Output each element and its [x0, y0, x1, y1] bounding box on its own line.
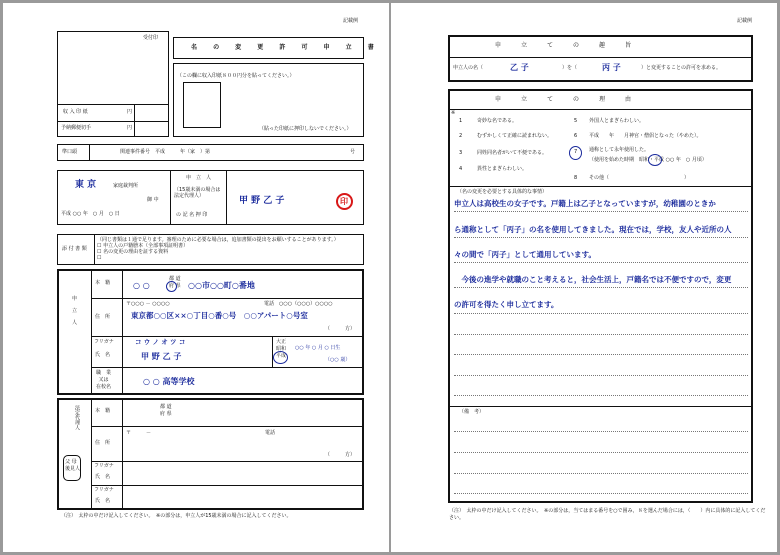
filing-date: 平成 ○○ 年 ○ 月 ○ 日: [61, 211, 120, 217]
seal-note: （貼った印紙に押印しないでください。）: [259, 126, 352, 132]
honseki-value: ○○市○○町○番地: [188, 280, 255, 290]
guardian-side-label: 法定代理人: [74, 405, 80, 430]
guardian-frame: [57, 398, 364, 510]
school-name: ○ ○ 高等学校: [143, 376, 195, 386]
address-value: 東京都○○区××○丁目○番○号 ○○アパート○号室: [131, 311, 308, 320]
reason-line: 々の間で「丙子」として通用しています。: [454, 250, 596, 259]
reason-item: むずかしくて正確に読まれない。: [477, 133, 553, 139]
era-circle: [273, 351, 288, 364]
old-name: 乙 子: [510, 62, 529, 72]
example-label: 記載例: [737, 18, 753, 24]
reason-item: 外国人とまぎらわしい。: [589, 118, 645, 124]
reasons-title: 申 立 て の 理 由: [495, 96, 639, 103]
remarks-label: （備 考）: [459, 409, 485, 415]
fee-note: （この欄に収入印紙８００円分を貼ってください。）: [177, 73, 295, 79]
name-kana: コ ウ ノ オ ツ コ: [135, 338, 186, 346]
applicant-signature: 甲 野 乙 子: [239, 196, 285, 206]
applicant-name: 甲 野 乙 子: [141, 351, 182, 361]
era-circle: [648, 154, 662, 166]
reason-line: の許可を得たく申し立てます。: [454, 300, 559, 309]
receipt-stamp-label: 受付印: [143, 35, 159, 41]
reason-item: 平成 年 月神官・僧侶となった（やめた）。: [589, 133, 702, 139]
applicant-side-label: 申 立 人: [72, 296, 78, 326]
stamp-slot: [183, 82, 221, 128]
birth-date: ○○ 年 ○ 月 ○ 日生: [295, 345, 341, 351]
new-name: 丙 子: [602, 62, 621, 72]
reason-line: 今後の進学や就職のこと考えると，社会生活上，戸籍名では不便ですので，変更: [454, 275, 732, 284]
example-label: 記載例: [343, 18, 359, 24]
postage-stamp-label: 予納郵便切手: [61, 125, 92, 131]
reason-item: 奇妙な名である。: [477, 118, 518, 124]
prelim-row: [57, 144, 364, 161]
related-case-number: 関連事件番号 平成 年（家 ）第: [120, 149, 211, 155]
reason-item: 通称として永年使用した。: [589, 147, 650, 153]
reason-line: 申立人は高校生の女子です。戸籍上は乙子となっていますが，幼稚園のときか: [454, 199, 716, 208]
reason-item: 異性とまぎらわしい。: [477, 166, 528, 172]
fee-stamp-label: 収 入 印 紙: [63, 109, 88, 115]
footer-note: （注） 太枠の中だけ記入してください。 ※の部分は，当てはまる番号を○で囲み，８を選んだ場合には，（ ）内に具体的に記入してください。: [449, 508, 766, 521]
purpose-title: 申 立 て の 趣 旨: [495, 42, 639, 49]
todofuken-circle: [166, 281, 177, 292]
court-name: 東 京: [75, 180, 97, 190]
attachments-list: （同じ書類は１通で足ります。審理のために必要な場合は，追加書類の提出をお願いすることがあります。） ☐ 申立人の戸籍謄本（全部事項証明書） ☐ 名の変更の理由を証する資料 ☐: [97, 237, 339, 261]
footer-note: （注） 太枠の中だけ記入してください。 ※の部分は，申立人が15歳未満の場合に記入してください。: [61, 513, 292, 519]
form-title: 名 の 変 更 許 可 申 立 書: [191, 44, 381, 51]
reason-item: その他（ ）: [589, 175, 690, 181]
reason-item: 同姓同名者がいて不便である。: [477, 150, 548, 156]
reason-line: ら通称として「丙子」の名を使用してきました。現在では，学校，友人や近所の人: [454, 225, 732, 234]
form-page-right: 記載例 申 立 て の 趣 旨 申立人の名（ 乙 子 ）を（ 丙 子 ）と変更することの許可を求める。 申 立 て の 理 由 ※ 1 奇妙な名である。 2 むずかしくて正確に読まれない。 3 同姓同名者がいて不便である。 4 異性とまぎらわしい。 5 外国人とまぎらわしい。 6 平成 年 月神官・僧侶となった（やめた）。 7 通称として永年使用した。 （使用を始めた時期 昭和・平成 ○○ 年 ○ 月頃） 8 その他（ ） （名の変更を必要とする具体的な事情） 申立人は高校生の女子です。戸籍上は乙子となっていますが，幼稚園のときか ら通称として「丙子」の名を使用してきました。現在では，学校，友人や近所の人 々の間で「丙子」として通用しています。 今後の進学や就職のこと考えると，社会生活上，戸籍名では不便ですので，変更 の許可を得たく申し立てます。 （備 考） （注） 太枠の中だけ記入してください。 ※の部分は，当てはまる番号を○で囲み，８を選んだ場合には，（ ）内に具体的に記入してください。: [391, 3, 777, 552]
form-page-left: 記載例 受付印 収 入 印 紙 円 予納郵便切手 円 名 の 変 更 許 可 申 立 書 （この欄に収入印紙８００円分を貼ってください。） （貼った印紙に押印しないでください。） 準口頭 関連事件番号 平成 年（家 ）第 号 東 京 家庭裁判所 御 中 平成 ○○ 年 ○ 月 ○ 日 申 立 人 （15歳未満の場合は法定代理人） の 記 名 押 印 甲 野 乙 子 印 添 付 書 類 （同じ書類は１通で足ります。審理のために必要な場合は，追加書類の提出をお願いすることがあります。） ☐ 申立人の戸籍謄本（全部事項証明書） ☐ 名の変更の理由を証する資料 ☐ 申 立 人 本 籍 ○ ○ 都 道 府 県 ○○市○○町○番地 住 所 〒○○○ － ○○○○ 電話 ○○○（○○○）○○○○ 東京都○○区××○丁目○番○号 ○○アパート○号室 （ 方） フリガナ 氏 名 コ ウ ノ オ ツ コ 甲 野 乙 子 大正 昭和 平成 ○○ 年 ○ 月 ○ 日生 （○○ 歳） 職 業 又は 在校名 ○ ○ 高等学校 法定代理人 父 母 後見人 本 籍 都 道 府 県 住 所 〒 － 電話 （ 方） フリガナ 氏 名 フリガナ 氏 名 （注） 太枠の中だけ記入してください。 ※の部分は，申立人が15歳未満の場合に記入してください。: [3, 3, 389, 552]
usage-since: （使用を始めた時期 昭和・平成 ○○ 年 ○ 月頃）: [589, 157, 707, 163]
